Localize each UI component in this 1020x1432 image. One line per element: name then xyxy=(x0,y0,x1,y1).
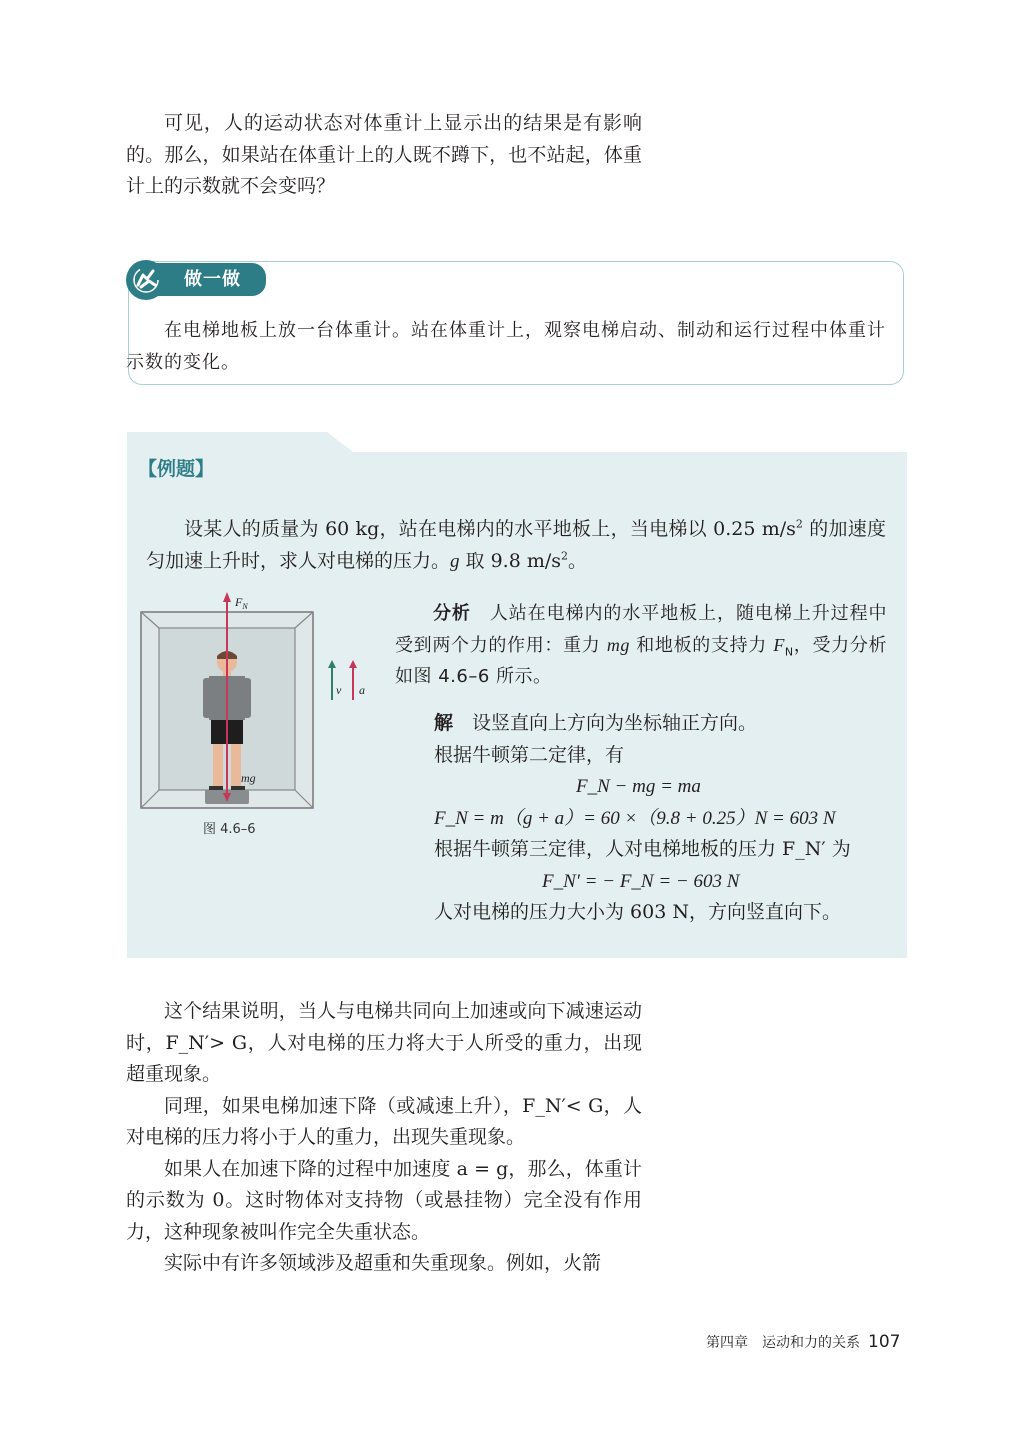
analysis-fn: F xyxy=(773,634,785,655)
activity-text: 在电梯地板上放一台体重计。站在体重计上，观察电梯启动、制动和运行过程中体重计示数的变化。 xyxy=(126,320,886,373)
elevator-figure xyxy=(139,590,369,820)
analysis-part: 和地板的支持力 xyxy=(629,634,774,656)
problem-exponent: 2 xyxy=(795,517,803,531)
equation-1: F_N − mg = ma xyxy=(576,776,701,797)
problem-part: 取 9.8 m/s xyxy=(459,549,562,572)
activity-badge xyxy=(126,260,266,296)
fn-label: $F_N$ xyxy=(235,595,248,611)
problem-exponent: 2 xyxy=(561,549,569,563)
solution-block xyxy=(434,708,894,929)
v-label: v xyxy=(336,683,342,697)
mg-label: mg xyxy=(241,771,256,785)
a-label: a xyxy=(359,683,365,697)
analysis-fn-sub: N xyxy=(784,645,794,659)
body-paragraph: 实际中有许多领域涉及超重和失重现象。例如，火箭 xyxy=(164,1252,602,1274)
problem-text xyxy=(146,514,886,577)
analysis-part: ，受力分析如图 4.6–6 所示。 xyxy=(395,634,887,687)
equation-2: F_N = m（g + a）= 60 ×（9.8 + 0.25）N = 603 N xyxy=(434,807,836,829)
analysis-label: 分析 xyxy=(433,603,471,624)
chapter-title: 第四章 运动和力的关系 xyxy=(706,1335,860,1351)
hand-icon xyxy=(126,260,166,300)
problem-g: g xyxy=(450,550,460,572)
activity-title: 做一做 xyxy=(154,263,266,296)
page-footer xyxy=(706,1332,900,1352)
intro-paragraph: 可见，人的运动状态对体重计上显示出的结果是有影响的。那么，如果站在体重计上的人既不蹲下，也不站起，体重计上的示数就不会变吗？ xyxy=(126,112,642,197)
solution-line: 人对电梯的压力大小为 603 N，方向竖直向下。 xyxy=(434,901,841,923)
figure-caption: 图 4.6–6 xyxy=(203,822,256,837)
analysis-part: 人站在电梯内的水平地板上，随电梯上升过程中受到两个力的作用：重力 xyxy=(395,603,888,656)
problem-part: 设某人的质量为 60 kg，站在电梯内的水平地板上，当电梯以 0.25 m/s xyxy=(184,518,796,540)
problem-part: 。 xyxy=(568,549,588,572)
page-number: 107 xyxy=(868,1332,901,1352)
solution-line: 设竖直向上方向为坐标轴正方向。 xyxy=(472,712,758,734)
analysis-text xyxy=(395,598,887,693)
body-text xyxy=(126,996,642,1280)
solution-line: 根据牛顿第二定律，有 xyxy=(434,743,625,766)
body-paragraph: 如果人在加速下降的过程中加速度 a = g，那么，体重计的示数为 0。这时物体对支持物（或悬挂物）完全没有作用力，这种现象被叫作完全失重状态。 xyxy=(126,1157,642,1243)
analysis-mg: mg xyxy=(606,634,630,655)
example-label: 【例题】 xyxy=(138,458,215,480)
problem-part: 的加速度匀加速上升时，求人对电梯的压力。 xyxy=(146,518,886,572)
body-paragraph: 这个结果说明，当人与电梯共同向上加速或向下减速运动时，F_N′> G，人对电梯的压力将大于人所受的重力，出现超重现象。 xyxy=(126,1000,642,1085)
body-paragraph: 同理，如果电梯加速下降（或减速上升），F_N′< G，人对电梯的压力将小于人的重力，出现失重现象。 xyxy=(126,1094,642,1148)
solution-line: 根据牛顿第三定律，人对电梯地板的压力 F_N′ 为 xyxy=(434,838,851,860)
equation-3: F_N′ = − F_N = − 603 N xyxy=(542,870,740,892)
solution-label: 解 xyxy=(434,712,454,734)
